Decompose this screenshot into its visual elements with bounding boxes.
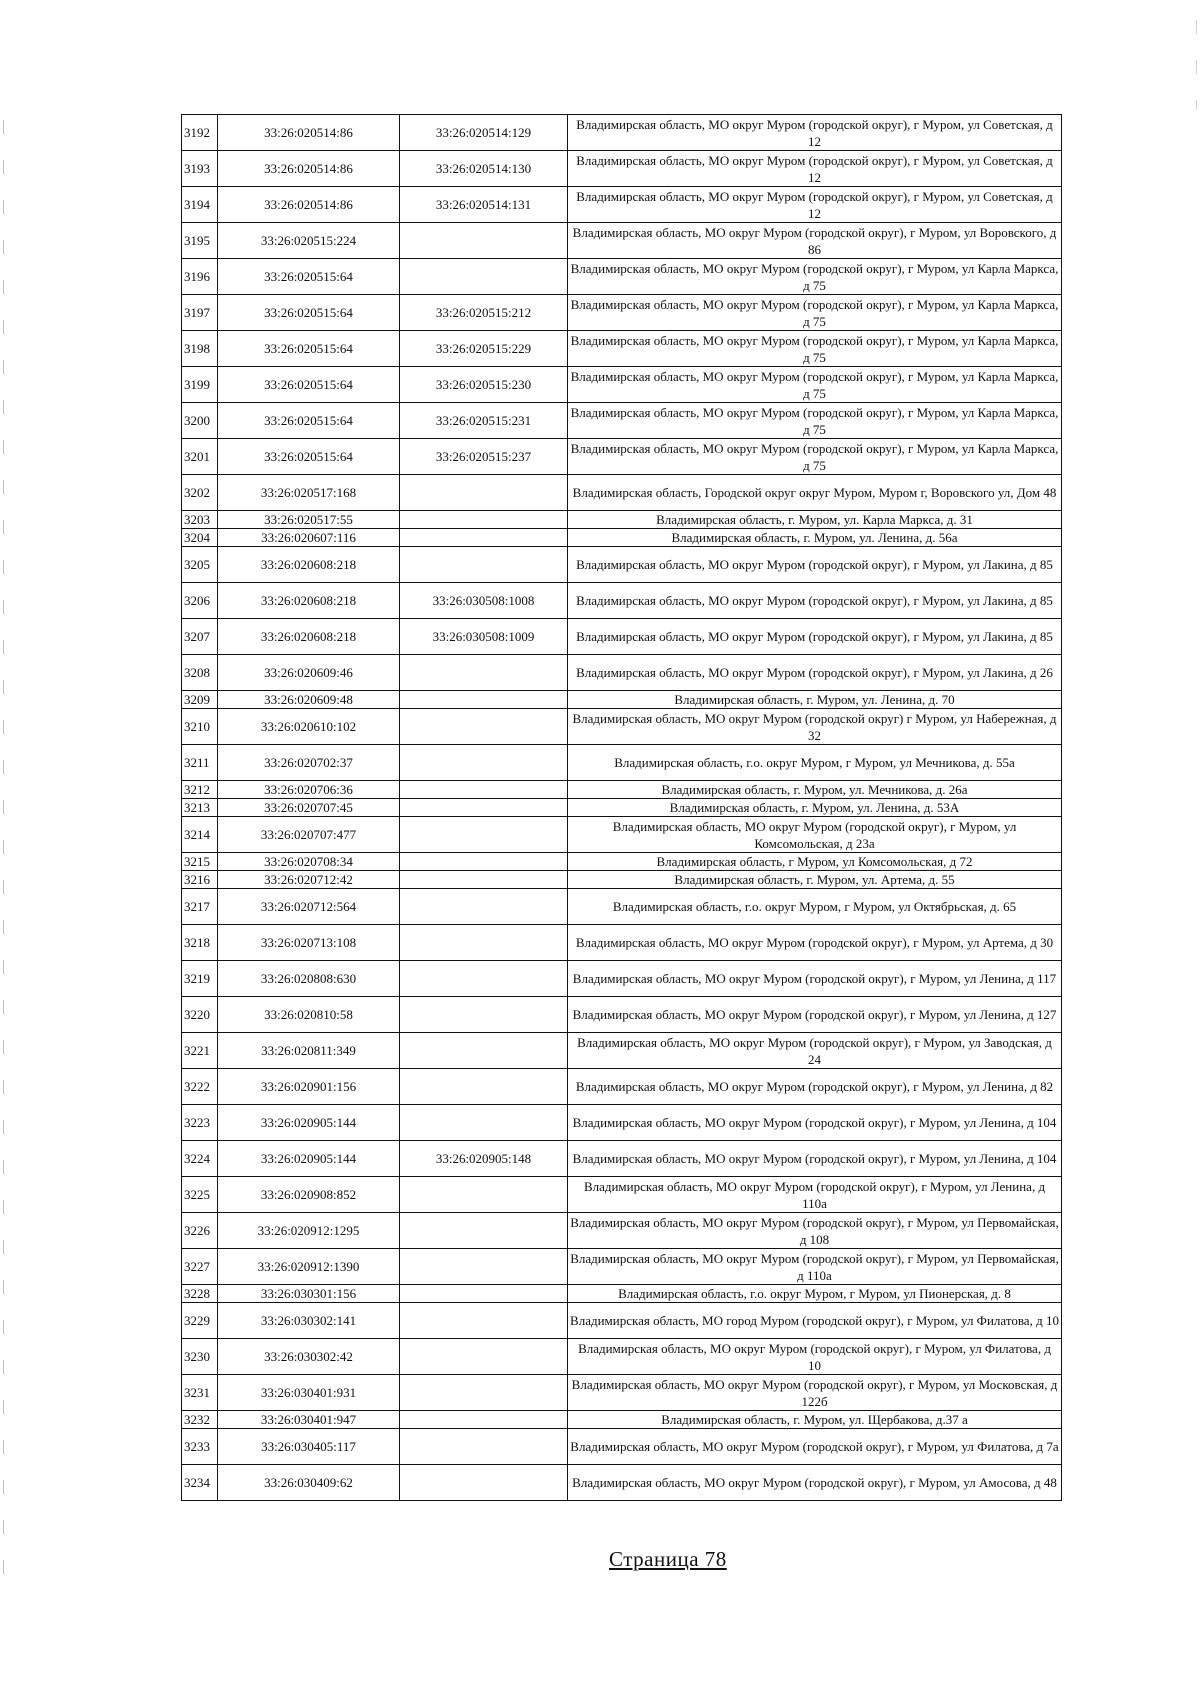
cadastral-number-cell: 33:26:030302:141: [218, 1303, 400, 1339]
address-cell: Владимирская область, г. Муром, ул. Щербакова, д.37 а: [568, 1411, 1062, 1429]
related-cadastral-number-cell: [400, 1285, 568, 1303]
row-number-cell: 3213: [182, 799, 218, 817]
related-cadastral-number-cell: 33:26:020514:131: [400, 187, 568, 223]
row-number-cell: 3234: [182, 1465, 218, 1501]
related-cadastral-number-cell: [400, 817, 568, 853]
table-row: [182, 259, 1062, 295]
address-cell: Владимирская область, МО округ Муром (городской округ), г Муром, ул Московская, д 122б: [568, 1375, 1062, 1411]
table-row: [182, 781, 1062, 799]
related-cadastral-number-cell: [400, 655, 568, 691]
row-number-cell: 3218: [182, 925, 218, 961]
row-number-cell: 3192: [182, 115, 218, 151]
cadastral-number-cell: 33:26:020707:477: [218, 817, 400, 853]
related-cadastral-number-cell: 33:26:020905:148: [400, 1141, 568, 1177]
row-number-cell: 3202: [182, 475, 218, 511]
registry-table: [181, 114, 1062, 1501]
table-row: [182, 871, 1062, 889]
row-number-cell: 3219: [182, 961, 218, 997]
address-cell: Владимирская область, МО округ Муром (городской округ), г Муром, ул Ленина, д 104: [568, 1141, 1062, 1177]
related-cadastral-number-cell: [400, 511, 568, 529]
table-row: [182, 151, 1062, 187]
address-cell: Владимирская область, МО округ Муром (городской округ), г Муром, ул Заводская, д 24: [568, 1033, 1062, 1069]
related-cadastral-number-cell: [400, 223, 568, 259]
related-cadastral-number-cell: [400, 1105, 568, 1141]
table-row: [182, 1249, 1062, 1285]
cadastral-number-cell: 33:26:020515:64: [218, 367, 400, 403]
table-row: [182, 1465, 1062, 1501]
row-number-cell: 3223: [182, 1105, 218, 1141]
row-number-cell: 3199: [182, 367, 218, 403]
address-cell: Владимирская область, МО округ Муром (городской округ), г Муром, ул Амосова, д 48: [568, 1465, 1062, 1501]
address-cell: Владимирская область, МО округ Муром (городской округ), г Муром, ул Лакина, д 26: [568, 655, 1062, 691]
row-number-cell: 3201: [182, 439, 218, 475]
row-number-cell: 3222: [182, 1069, 218, 1105]
address-cell: Владимирская область, МО город Муром (городской округ), г Муром, ул Филатова, д 10: [568, 1303, 1062, 1339]
cadastral-number-cell: 33:26:020912:1390: [218, 1249, 400, 1285]
related-cadastral-number-cell: [400, 925, 568, 961]
table-row: [182, 1069, 1062, 1105]
table-row: [182, 889, 1062, 925]
related-cadastral-number-cell: [400, 1033, 568, 1069]
cadastral-number-cell: 33:26:030409:62: [218, 1465, 400, 1501]
row-number-cell: 3212: [182, 781, 218, 799]
related-cadastral-number-cell: [400, 871, 568, 889]
cadastral-number-cell: 33:26:030405:117: [218, 1429, 400, 1465]
cadastral-number-cell: 33:26:020712:564: [218, 889, 400, 925]
row-number-cell: 3229: [182, 1303, 218, 1339]
table-row: [182, 853, 1062, 871]
row-number-cell: 3226: [182, 1213, 218, 1249]
cadastral-number-cell: 33:26:020609:46: [218, 655, 400, 691]
address-cell: Владимирская область, МО округ Муром (городской округ), г Муром, ул Ленина, д 117: [568, 961, 1062, 997]
row-number-cell: 3225: [182, 1177, 218, 1213]
address-cell: Владимирская область, МО округ Муром (городской округ), г Муром, ул Советская, д 12: [568, 187, 1062, 223]
related-cadastral-number-cell: [400, 1339, 568, 1375]
table-row: [182, 115, 1062, 151]
cadastral-number-cell: 33:26:020517:55: [218, 511, 400, 529]
address-cell: Владимирская область, МО округ Муром (городской округ), г Муром, ул Советская, д 12: [568, 115, 1062, 151]
cadastral-number-cell: 33:26:020515:64: [218, 295, 400, 331]
cadastral-number-cell: 33:26:020608:218: [218, 547, 400, 583]
address-cell: Владимирская область, г.о. округ Муром, г Муром, ул Мечникова, д. 55а: [568, 745, 1062, 781]
cadastral-number-cell: 33:26:020707:45: [218, 799, 400, 817]
address-cell: Владимирская область, МО округ Муром (городской округ), г Муром, ул Первомайская, д 110а: [568, 1249, 1062, 1285]
address-cell: Владимирская область, г.о. округ Муром, г Муром, ул Пионерская, д. 8: [568, 1285, 1062, 1303]
row-number-cell: 3231: [182, 1375, 218, 1411]
table-row: [182, 511, 1062, 529]
related-cadastral-number-cell: 33:26:020515:230: [400, 367, 568, 403]
cadastral-number-cell: 33:26:020515:64: [218, 439, 400, 475]
row-number-cell: 3193: [182, 151, 218, 187]
related-cadastral-number-cell: [400, 853, 568, 871]
row-number-cell: 3206: [182, 583, 218, 619]
address-cell: Владимирская область, г.о. округ Муром, г Муром, ул Октябрьская, д. 65: [568, 889, 1062, 925]
related-cadastral-number-cell: [400, 1303, 568, 1339]
address-cell: Владимирская область, г. Муром, ул. Мечникова, д. 26а: [568, 781, 1062, 799]
related-cadastral-number-cell: 33:26:030508:1008: [400, 583, 568, 619]
address-cell: Владимирская область, г. Муром, ул. Артема, д. 55: [568, 871, 1062, 889]
row-number-cell: 3205: [182, 547, 218, 583]
row-number-cell: 3233: [182, 1429, 218, 1465]
cadastral-number-cell: 33:26:020706:36: [218, 781, 400, 799]
row-number-cell: 3227: [182, 1249, 218, 1285]
related-cadastral-number-cell: 33:26:020515:231: [400, 403, 568, 439]
table-row: [182, 583, 1062, 619]
table-row: [182, 187, 1062, 223]
related-cadastral-number-cell: [400, 781, 568, 799]
table-row: [182, 439, 1062, 475]
table-row: [182, 367, 1062, 403]
row-number-cell: 3195: [182, 223, 218, 259]
related-cadastral-number-cell: [400, 1213, 568, 1249]
related-cadastral-number-cell: [400, 1069, 568, 1105]
row-number-cell: 3198: [182, 331, 218, 367]
row-number-cell: 3221: [182, 1033, 218, 1069]
table-row: [182, 1141, 1062, 1177]
row-number-cell: 3215: [182, 853, 218, 871]
cadastral-number-cell: 33:26:020515:64: [218, 403, 400, 439]
address-cell: Владимирская область, МО округ Муром (городской округ), г Муром, ул Лакина, д 85: [568, 547, 1062, 583]
cadastral-number-cell: 33:26:020808:630: [218, 961, 400, 997]
row-number-cell: 3220: [182, 997, 218, 1033]
related-cadastral-number-cell: [400, 1375, 568, 1411]
address-cell: Владимирская область, МО округ Муром (городской округ), г Муром, ул Ленина, д 104: [568, 1105, 1062, 1141]
address-cell: Владимирская область, МО округ Муром (городской округ), г Муром, ул Карла Маркса, д 75: [568, 367, 1062, 403]
address-cell: Владимирская область, Городской округ округ Муром, Муром г, Воровского ул, Дом 48: [568, 475, 1062, 511]
table-row: [182, 331, 1062, 367]
table-row: [182, 1177, 1062, 1213]
cadastral-number-cell: 33:26:020905:144: [218, 1141, 400, 1177]
scan-edge-mark: [3, 120, 4, 1600]
cadastral-number-cell: 33:26:020708:34: [218, 853, 400, 871]
row-number-cell: 3211: [182, 745, 218, 781]
cadastral-number-cell: 33:26:020515:64: [218, 331, 400, 367]
cadastral-number-cell: 33:26:030401:947: [218, 1411, 400, 1429]
address-cell: Владимирская область, МО округ Муром (городской округ), г Муром, ул Карла Маркса, д 75: [568, 259, 1062, 295]
address-cell: Владимирская область, МО округ Муром (городской округ), г Муром, ул Воровского, д 86: [568, 223, 1062, 259]
address-cell: Владимирская область, МО округ Муром (городской округ), г Муром, ул Карла Маркса, д 75: [568, 295, 1062, 331]
row-number-cell: 3203: [182, 511, 218, 529]
table-row: [182, 655, 1062, 691]
row-number-cell: 3210: [182, 709, 218, 745]
address-cell: Владимирская область, МО округ Муром (городской округ), г Муром, ул Советская, д 12: [568, 151, 1062, 187]
table-row: [182, 403, 1062, 439]
address-cell: Владимирская область, МО округ Муром (городской округ), г Муром, ул Ленина, д 110а: [568, 1177, 1062, 1213]
table-row: [182, 961, 1062, 997]
cadastral-number-cell: 33:26:030401:931: [218, 1375, 400, 1411]
related-cadastral-number-cell: [400, 799, 568, 817]
row-number-cell: 3228: [182, 1285, 218, 1303]
table-row: [182, 799, 1062, 817]
table-row: [182, 1411, 1062, 1429]
related-cadastral-number-cell: [400, 1411, 568, 1429]
address-cell: Владимирская область, МО округ Муром (городской округ), г Муром, ул Филатова, д 10: [568, 1339, 1062, 1375]
table-row: [182, 817, 1062, 853]
cadastral-number-cell: 33:26:020515:64: [218, 259, 400, 295]
cadastral-number-cell: 33:26:030301:156: [218, 1285, 400, 1303]
address-cell: Владимирская область, МО округ Муром (городской округ) г Муром, ул Набережная, д 32: [568, 709, 1062, 745]
related-cadastral-number-cell: 33:26:020514:130: [400, 151, 568, 187]
cadastral-number-cell: 33:26:020905:144: [218, 1105, 400, 1141]
row-number-cell: 3224: [182, 1141, 218, 1177]
related-cadastral-number-cell: [400, 259, 568, 295]
cadastral-number-cell: 33:26:020712:42: [218, 871, 400, 889]
row-number-cell: 3197: [182, 295, 218, 331]
related-cadastral-number-cell: [400, 997, 568, 1033]
related-cadastral-number-cell: 33:26:020515:237: [400, 439, 568, 475]
address-cell: Владимирская область, МО округ Муром (городской округ), г Муром, ул Филатова, д 7а: [568, 1429, 1062, 1465]
address-cell: Владимирская область, МО округ Муром (городской округ), г Муром, ул Лакина, д 85: [568, 583, 1062, 619]
address-cell: Владимирская область, МО округ Муром (городской округ), г Муром, ул Карла Маркса, д 75: [568, 403, 1062, 439]
row-number-cell: 3209: [182, 691, 218, 709]
table-row: [182, 619, 1062, 655]
table-row: [182, 1105, 1062, 1141]
cadastral-number-cell: 33:26:020607:116: [218, 529, 400, 547]
row-number-cell: 3230: [182, 1339, 218, 1375]
related-cadastral-number-cell: 33:26:020515:212: [400, 295, 568, 331]
row-number-cell: 3196: [182, 259, 218, 295]
related-cadastral-number-cell: [400, 1465, 568, 1501]
cadastral-number-cell: 33:26:030302:42: [218, 1339, 400, 1375]
address-cell: Владимирская область, МО округ Муром (городской округ), г Муром, ул Артема, д 30: [568, 925, 1062, 961]
cadastral-number-cell: 33:26:020811:349: [218, 1033, 400, 1069]
row-number-cell: 3194: [182, 187, 218, 223]
table-row: [182, 925, 1062, 961]
row-number-cell: 3207: [182, 619, 218, 655]
table-row: [182, 529, 1062, 547]
cadastral-number-cell: 33:26:020608:218: [218, 619, 400, 655]
table-row: [182, 1285, 1062, 1303]
table-row: [182, 1213, 1062, 1249]
table-row: [182, 997, 1062, 1033]
row-number-cell: 3214: [182, 817, 218, 853]
cadastral-number-cell: 33:26:020608:218: [218, 583, 400, 619]
related-cadastral-number-cell: 33:26:030508:1009: [400, 619, 568, 655]
table-row: [182, 691, 1062, 709]
row-number-cell: 3232: [182, 1411, 218, 1429]
cadastral-number-cell: 33:26:020901:156: [218, 1069, 400, 1105]
address-cell: Владимирская область, г. Муром, ул. Карла Маркса, д. 31: [568, 511, 1062, 529]
cadastral-number-cell: 33:26:020517:168: [218, 475, 400, 511]
cadastral-number-cell: 33:26:020514:86: [218, 115, 400, 151]
related-cadastral-number-cell: [400, 691, 568, 709]
related-cadastral-number-cell: [400, 745, 568, 781]
row-number-cell: 3216: [182, 871, 218, 889]
address-cell: Владимирская область, г. Муром, ул. Ленина, д. 53А: [568, 799, 1062, 817]
table-row: [182, 1339, 1062, 1375]
address-cell: Владимирская область, г Муром, ул Комсомольская, д 72: [568, 853, 1062, 871]
registry-table-body: [182, 115, 1062, 1501]
cadastral-number-cell: 33:26:020713:108: [218, 925, 400, 961]
cadastral-number-cell: 33:26:020515:224: [218, 223, 400, 259]
cadastral-number-cell: 33:26:020912:1295: [218, 1213, 400, 1249]
table-row: [182, 745, 1062, 781]
cadastral-number-cell: 33:26:020610:102: [218, 709, 400, 745]
cadastral-number-cell: 33:26:020609:48: [218, 691, 400, 709]
scan-edge-mark-right: [1196, 20, 1197, 110]
related-cadastral-number-cell: [400, 1177, 568, 1213]
related-cadastral-number-cell: [400, 1249, 568, 1285]
page-number-label: Страница 78: [609, 1547, 727, 1571]
table-row: [182, 547, 1062, 583]
address-cell: Владимирская область, МО округ Муром (городской округ), г Муром, ул Лакина, д 85: [568, 619, 1062, 655]
cadastral-number-cell: 33:26:020514:86: [218, 187, 400, 223]
address-cell: Владимирская область, МО округ Муром (городской округ), г Муром, ул Комсомольская, д 23а: [568, 817, 1062, 853]
table-row: [182, 1429, 1062, 1465]
related-cadastral-number-cell: 33:26:020514:129: [400, 115, 568, 151]
table-row: [182, 223, 1062, 259]
address-cell: Владимирская область, г. Муром, ул. Ленина, д. 56а: [568, 529, 1062, 547]
related-cadastral-number-cell: 33:26:020515:229: [400, 331, 568, 367]
address-cell: Владимирская область, МО округ Муром (городской округ), г Муром, ул Ленина, д 127: [568, 997, 1062, 1033]
table-row: [182, 475, 1062, 511]
row-number-cell: 3204: [182, 529, 218, 547]
related-cadastral-number-cell: [400, 547, 568, 583]
address-cell: Владимирская область, МО округ Муром (городской округ), г Муром, ул Карла Маркса, д 75: [568, 439, 1062, 475]
related-cadastral-number-cell: [400, 889, 568, 925]
related-cadastral-number-cell: [400, 529, 568, 547]
row-number-cell: 3200: [182, 403, 218, 439]
table-row: [182, 709, 1062, 745]
address-cell: Владимирская область, г. Муром, ул. Ленина, д. 70: [568, 691, 1062, 709]
row-number-cell: 3217: [182, 889, 218, 925]
related-cadastral-number-cell: [400, 709, 568, 745]
row-number-cell: 3208: [182, 655, 218, 691]
address-cell: Владимирская область, МО округ Муром (городской округ), г Муром, ул Карла Маркса, д 75: [568, 331, 1062, 367]
cadastral-number-cell: 33:26:020702:37: [218, 745, 400, 781]
related-cadastral-number-cell: [400, 961, 568, 997]
cadastral-number-cell: 33:26:020908:852: [218, 1177, 400, 1213]
address-cell: Владимирская область, МО округ Муром (городской округ), г Муром, ул Первомайская, д 108: [568, 1213, 1062, 1249]
cadastral-number-cell: 33:26:020810:58: [218, 997, 400, 1033]
related-cadastral-number-cell: [400, 1429, 568, 1465]
address-cell: Владимирская область, МО округ Муром (городской округ), г Муром, ул Ленина, д 82: [568, 1069, 1062, 1105]
cadastral-number-cell: 33:26:020514:86: [218, 151, 400, 187]
table-row: [182, 295, 1062, 331]
table-row: [182, 1375, 1062, 1411]
related-cadastral-number-cell: [400, 475, 568, 511]
table-row: [182, 1303, 1062, 1339]
table-row: [182, 1033, 1062, 1069]
